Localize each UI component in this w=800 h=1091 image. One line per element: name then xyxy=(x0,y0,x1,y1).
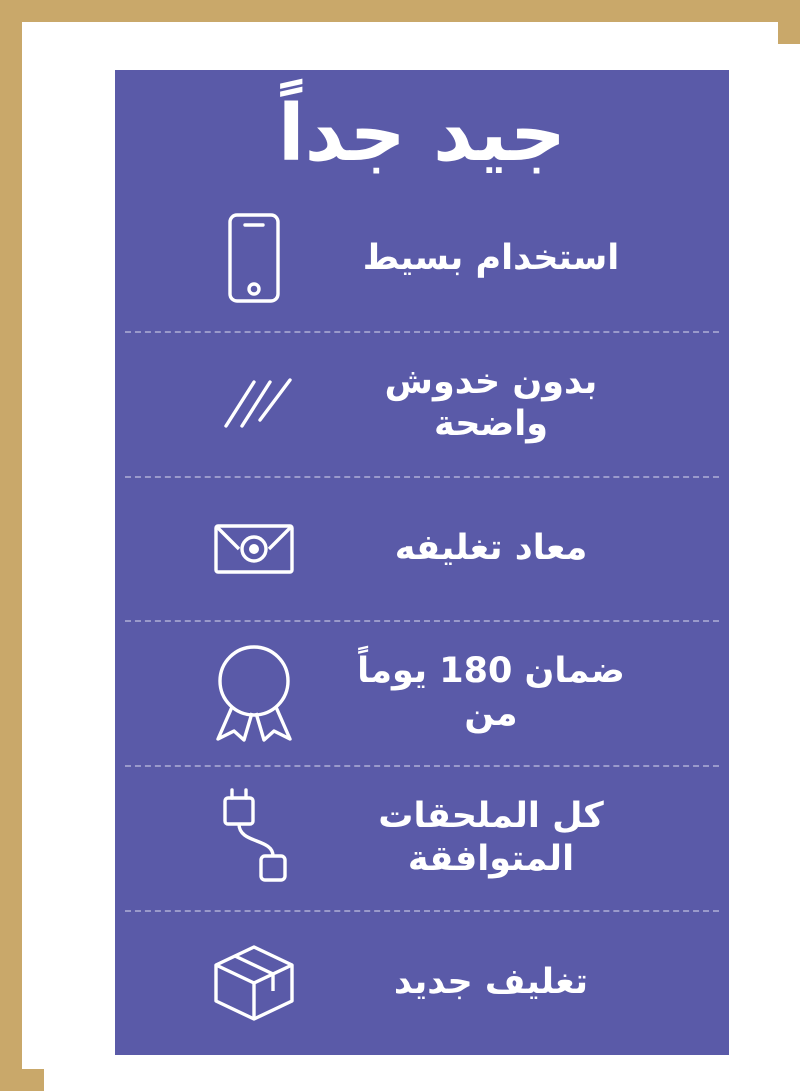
poster-panel xyxy=(115,70,729,1055)
list-item xyxy=(115,620,729,765)
warranty-badge-icon xyxy=(188,641,320,745)
feature-list xyxy=(115,186,729,1055)
usb-cable-icon xyxy=(188,788,320,888)
list-item xyxy=(115,765,729,910)
list-item xyxy=(115,910,729,1055)
list-item xyxy=(115,476,729,621)
feature-label: تغليف جديد xyxy=(393,962,589,1003)
repackaged-envelope-icon xyxy=(188,513,320,583)
box-icon xyxy=(188,939,320,1027)
feature-label: كل الملحقات المتوافقة xyxy=(378,796,604,879)
feature-label: ضمان 180 يوماً من xyxy=(357,651,625,734)
feature-label: معاد تغليفه xyxy=(394,527,588,568)
smartphone-icon xyxy=(188,210,320,306)
scratches-icon xyxy=(188,368,320,438)
list-item xyxy=(115,331,729,476)
page-title: جيد جداً xyxy=(277,89,567,179)
feature-label: استخدام بسيط xyxy=(362,238,620,279)
feature-label: بدون خدوش واضحة xyxy=(384,361,598,445)
list-item xyxy=(115,186,729,331)
